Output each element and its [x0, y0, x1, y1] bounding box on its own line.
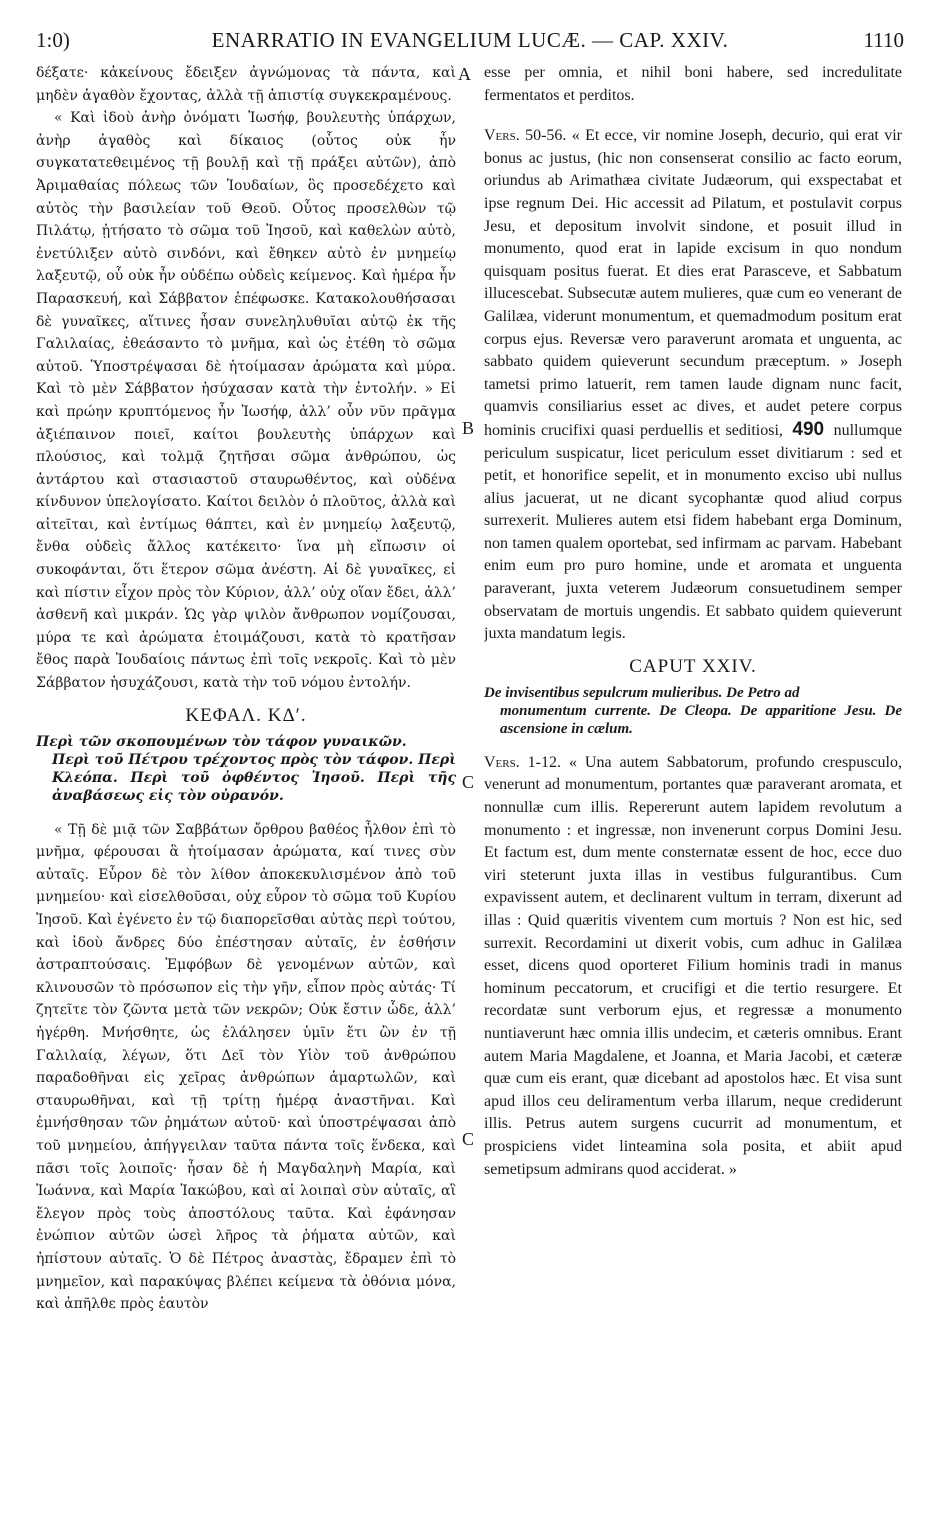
- latin-paragraph-2-part-b: nullumque periculum suspicatur, licet periculum esset divitiarum : sed et petit, et honorifice sepelit, et in monumento exciso ubi nullus alius jacuerat, ut ne dicant sycophantæ quod aliud corpus surrexerit. Mulieres autem etsi fidem habebant erga Dominum, non tamen qualem oportebat, sed infirmam ac parvam. Habebant enim eum pro puro homine, unde et aromata et unguenta paraverant, juxta veterem Judæorum consuetudinem semper observatam de mortuis ungendis. Et sabbato quidem quieverunt juxta mandatum legis.: [484, 421, 902, 643]
- page-number-right: 1110: [863, 28, 904, 52]
- latin-summary-line-1: De invisentibus sepulcrum mulieribus. De Petro ad: [484, 684, 800, 701]
- margin-marker-b: B: [462, 418, 475, 438]
- running-header: [36, 28, 904, 62]
- paragraph-gap: [484, 107, 902, 125]
- inline-page-number: 490: [792, 418, 825, 440]
- margin-marker-a: A: [458, 64, 471, 84]
- greek-column: [36, 62, 456, 1522]
- verse-reference-1-12: Vers. 1-12.: [484, 753, 562, 771]
- greek-paragraph-1: δέξατε· κἀκείνους ἔδειξεν ἀγνώμονας τὰ πάντα, καὶ μηδὲν ἀγαθὸν ἔχοντας, ἀλλὰ τῇ ἀπιστίᾳ συγκεκραμένους.: [36, 65, 456, 104]
- greek-chapter-title: ΚΕΦΑΛ. ΚΔ′.: [185, 704, 307, 726]
- latin-chapter-summary: [484, 684, 902, 738]
- verse-reference-50-56: Vers. 50-56.: [484, 127, 567, 145]
- latin-column: [484, 62, 902, 1522]
- latin-chapter-title: CAPUT XXIV.: [629, 655, 757, 677]
- latin-paragraph-3-text: « Una autem Sabbatorum, profundo crespusculo, venerunt ad monumentum, portantes quæ paraverant aromata, et nonnullæ cum illis. Repererunt autem lapidem revolutum a monumento : et ingressæ, non invenerunt corpus Domini Jesu. Et factum est, dum mente consternatæ essent de hoc, ecce duo viri steterunt juxta illas in vestibus fulgurantibus. Cum expavissent autem, et declinarent vultum in terram, dixerunt ad illas : Quid quæritis viventem cum mortuis ? Non est hic, sed surrexit. Recordamini ut dixerit vobis, cum adhuc in Galilæa esset, dicens quod oporteret Filium hominis tradi in manus hominum peccatorum, et crucifigi et die tertio resurgere. Et recordatæ sunt verborum ejus, et regressæ a monumento nuntiaverunt hæc omnia illis undecim, et cæteris omnibus. Erant autem Maria Magdalene, et Joanna, et Maria Jacobi, et cæteræ quæ cum eis erant, quæ dicebant ad apostolos hæc. Et visa sunt apud illos ceu deliramentum verba illarum, neque crediderunt illis. Petrus autem surgens cucurrit ad monumentum, et prospiciens videt linteamina sola posita, et abiit apud semetipsum admirans quod acciderat. »: [484, 753, 902, 1178]
- latin-paragraph-2: [484, 125, 902, 646]
- running-title: ENARRATIO IN EVANGELIUM LUCÆ. — CAP. XXIV.: [211, 28, 729, 52]
- latin-paragraph-2-part-a: « Et ecce, vir nomine Joseph, decurio, qui erat vir bonus ac justus, (hic non consenserat consilio ac facto eorum, oriundus ab Arimathæa civitate Judæorum, qui exspectabat et ipse regnum Dei. Hic accessit ad Pilatum, et postulavit corpus Jesu, et depositum involvit sindone, et posuit illud in monumento, quod erat in lapide excisum in quo nondum quisquam positus fuerat. Et dies erat Parasceve, et Sabbatum illucescebat. Subsecutæ autem mulieres, quæ cum eo venerant de Galilæa, viderunt monumentum, et quemadmodum positum erat corpus ejus. Reversæ vero paraverunt aromata et unguenta, ac sabbato quidem quieverunt secundum præceptum. » Joseph tametsi primo latuerit, rem tamen laude dignam nunc facit, quamvis consiliarius esset ac dives, et audet petere corpus hominis crucifixi quasi perduellis et seditiosi,: [484, 127, 902, 439]
- margin-marker-c: C: [462, 772, 475, 792]
- page-number-left: 1:0): [36, 28, 70, 52]
- greek-chapter-summary: [36, 733, 456, 805]
- latin-paragraph-3: [484, 752, 902, 1181]
- greek-paragraph-3: « Τῇ δὲ μιᾷ τῶν Σαββάτων ὄρθρου βαθέος ἦλθον ἐπὶ τὸ μνῆμα, φέρουσαι ἃ ἡτοίμασαν ἀρώματα, καί τινες σὺν αὐταῖς. Εὗρον δὲ τὸν λίθον ἀποκεκυλισμένον ἀπὸ τοῦ μνημείου· καὶ εἰσελθοῦσαι, οὐχ εὗρον τὸ σῶμα τοῦ Κυρίου Ἰησοῦ. Καὶ ἐγένετο ἐν τῷ διαπορεῖσθαι αὐτὰς περὶ τούτου, καὶ ἰδοὺ ἄνδρες δύο ἐπέστησαν αὐταῖς, ἐν ἐσθήσιν ἀστραπτούσαις. Ἐμφόβων δὲ γενομένων αὐτῶν, καὶ κλινουσῶν τὸ πρόσωπον εἰς τὴν γῆν, εἶπον πρὸς αὐτάς· Τί ζητεῖτε τὸν ζῶντα μετὰ τῶν νεκρῶν; Οὐκ ἔστιν ὧδε, ἀλλ’ ἠγέρθη. Μνήσθητε, ὡς ἐλάλησεν ὑμῖν ἔτι ὢν ἐν τῇ Γαλιλαίᾳ, λέγων, ὅτι Δεῖ τὸν Υἱὸν τοῦ ἀνθρώπου παραδοθῆναι εἰς χεῖρας ἀνθρώπων ἁμαρτωλῶν, καὶ σταυρωθῆναι, καὶ τῇ τρίτῃ ἡμέρᾳ ἀναστῆναι. Καὶ ἐμνήσθησαν τῶν ῥημάτων αὐτοῦ· καὶ ὑποστρέψασαι ἀπὸ τοῦ μνημείου, ἀπήγγειλαν ταῦτα πάντα τοῖς ἕνδεκα, καὶ πᾶσι τοῖς λοιποῖς· ἦσαν δὲ ἡ Μαγδαληνὴ Μαρία, καὶ Ἰωάννα, καὶ Μαρία Ἰακώβου, καὶ αἱ λοιπαὶ σὺν αὐταῖς, αἳ ἔλεγον πρὸς τοὺς ἀποστόλους ταῦτα. Καὶ ἐφάνησαν ἐνώπιον αὐτῶν ὡσεὶ λῆρος τὰ ῥήματα αὐτῶν, καὶ ἠπίστουν αὐταῖς. Ὁ δὲ Πέτρος ἀναστὰς, ἔδραμεν ἐπὶ τὸ μνημεῖον, καὶ παρακύψας βλέπει κείμενα τὰ ὀθόνια μόνα, καὶ ἀπῆλθε πρὸς ἑαυτὸν: [36, 821, 456, 1313]
- greek-summary-line-1: Περὶ τῶν σκοπουμένων τὸν τάφον γυναικῶν.: [36, 733, 407, 750]
- greek-paragraph-2: « Καὶ ἰδοὺ ἀνὴρ ὀνόματι Ἰωσήφ, βουλευτὴς ὑπάρχων, ἀνὴρ ἀγαθὸς καὶ δίκαιος (οὗτος οὐκ ἦν συγκατατεθειμένος τῇ βουλῇ καὶ τῇ πράξει αὐτῶν), ἀπὸ Ἀριμαθαίας πόλεως τῶν Ἰουδαίων, ὃς προσεδέχετο καὶ αὐτὸς τὴν βασιλείαν τοῦ Θεοῦ. Οὗτος προσελθὼν τῷ Πιλάτῳ, ᾐτήσατο τὸ σῶμα τοῦ Ἰησοῦ, καὶ καθελὼν αὐτὸ, ἐνετύλιξεν αὐτὸ σινδόνι, καὶ ἔθηκεν αὐτὸ ἐν μνημείῳ λαξευτῷ, οὗ οὐκ ἦν οὐδέπω οὐδεὶς κείμενος. Καὶ ἡμέρα ἦν Παρασκευή, καὶ Σάββατον ἐπέφωσκε. Κατακολουθήσασαι δὲ γυναῖκες, αἵτινες ἦσαν συνεληλυθυῖαι αὐτῷ ἐκ τῆς Γαλιλαίας, ἐθεάσαντο τὸ μνῆμα, καὶ ὡς ἐτέθη τὸ σῶμα αὐτοῦ. Ὑποστρέψασαι δὲ ἡτοίμασαν ἀρώματα καὶ μύρα. Καὶ τὸ μὲν Σάββατον ἡσύχασαν κατὰ τὴν ἐντολήν. » Εἰ καὶ πρώην κρυπτόμενος ἦν Ἰωσήφ, ἀλλ’ οὖν νῦν πρᾶγμα ἀξιέπαινον ποιεῖ, καίτοι βουλευτὴς ὑπάρχων καὶ πλούσιος, καὶ τολμᾷ ζητῆσαι σῶμα ἀνθρώπου, ὡς ἀντάρτου καὶ στασιαστοῦ σταυρωθέντος, καὶ οὐδένα κίνδυνον ὑπελογίσατο. Καίτοι δειλὸν ὁ πλοῦτος, ἀλλὰ καὶ αἰτεῖται, καὶ ἐντίμως θάπτει, καὶ ἐν μνημείῳ λαξευτῷ, ἔνθα οὐδεὶς ἄλλος κατέκειτο· ἵνα μὴ εἴπωσιν οἱ συκοφάνται, ὅτι ἕτερον σῶμα ἀνέστη. Αἱ δὲ γυναῖκες, εἰ καὶ πίστιν εἶχον πρὸς τὸν Κύριον, ἀλλ’ οὐχ οἵαν ἔδει, ἀλλ’ ἀσθενῆ καὶ μικράν. Ὡς γὰρ ψιλὸν ἄνθρωπον νομίζουσαι, μύρα τε καὶ ἀρώματα ἑτοιμάζουσι, κατὰ τὸ κρατῆσαν ἔθος παρὰ Ἰουδαίοις πάντως ἐπὶ τοῖς νεκροῖς. Καὶ τὸ μὲν Σάββατον ἡσυχάζουσι, κατὰ τὴν τοῦ νόμου ἐντολήν.: [36, 110, 456, 692]
- margin-marker-c-second: C: [462, 1129, 475, 1149]
- latin-paragraph-1: esse per omnia, et nihil boni habere, sed incredulitate fermentatos et perditos.: [484, 64, 902, 104]
- latin-summary-rest: monumentum currente. De Cleopa. De apparitione Jesu. De ascensione in cælum.: [500, 702, 902, 737]
- greek-summary-rest: Περὶ τοῦ Πέτρου τρέχοντος πρὸς τὸν τάφον. Περὶ Κλεόπα. Περὶ τοῦ ὀφθέντος Ἰησοῦ. Περὶ τῆς ἀναβάσεως εἰς τὸν οὐρανόν.: [52, 751, 456, 804]
